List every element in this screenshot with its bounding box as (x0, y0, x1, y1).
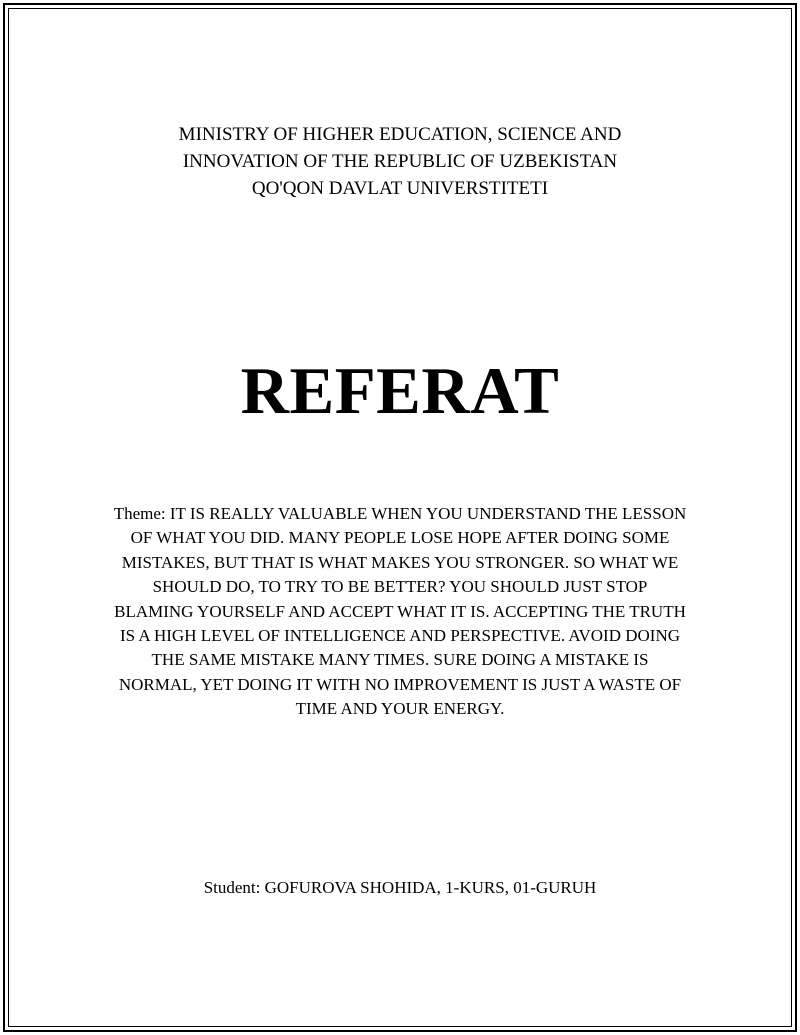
document-title: REFERAT (240, 354, 560, 428)
header-line-republic: INNOVATION OF THE REPUBLIC OF UZBEKISTAN (182, 151, 618, 172)
institution-header (0, 121, 800, 202)
theme-paragraph: Theme: IT IS REALLY VALUABLE WHEN YOU UNDERSTAND THE LESSON OF WHAT YOU DID. MANY PEOPLE LOSE HOPE AFTER DOING SOME MISTAKES, BUT THAT IS WHAT MAKES YOU STRONGER. SO WHAT WE SHOULD DO, TO TRY TO BE BETTER? YOU SHOULD JUST STOP BLAMING YOURSELF AND ACCEPT WHAT IT IS. ACCEPTING THE TRUTH IS A HIGH LEVEL OF INTELLIGENCE AND PERSPECTIVE. AVOID DOING THE SAME MISTAKE MANY TIMES. SURE DOING A MISTAKE IS NORMAL, YET DOING IT WITH NO IMPROVEMENT IS JUST A WASTE OF TIME AND YOUR ENERGY. (113, 504, 687, 719)
header-line-university: QO'QON DAVLAT UNIVERSTITETI (251, 178, 549, 199)
header-line-ministry: MINISTRY OF HIGHER EDUCATION, SCIENCE AND (178, 124, 622, 145)
student-info: Student: GOFUROVA SHOHIDA, 1-KURS, 01-GURUH (203, 878, 597, 897)
